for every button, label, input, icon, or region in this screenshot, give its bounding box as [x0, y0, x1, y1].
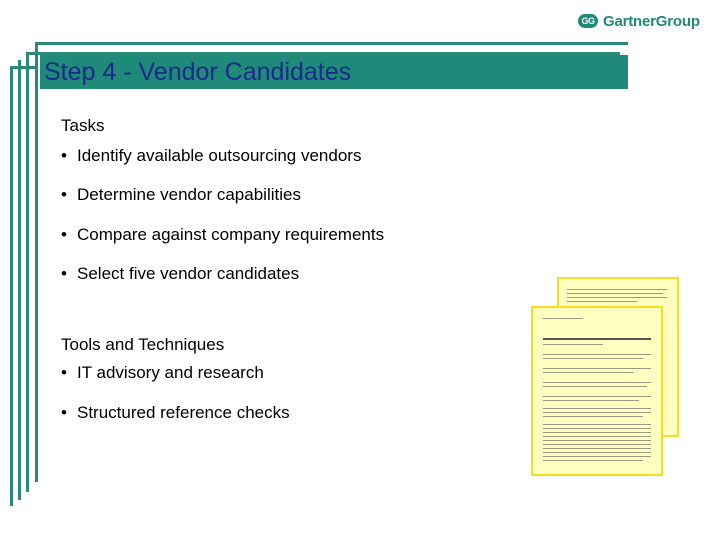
bullet-icon: •	[61, 363, 67, 382]
task-item-text: Identify available outsourcing vendors	[77, 146, 362, 165]
logo-mark-icon: GG	[578, 14, 598, 28]
bullet-icon: •	[61, 185, 67, 204]
task-item-text: Compare against company requirements	[77, 225, 385, 244]
page-title: Step 4 - Vendor Candidates	[44, 58, 352, 86]
tool-item-2	[61, 403, 290, 423]
logo-text: GartnerGroup	[603, 12, 700, 30]
tool-item-text: Structured reference checks	[77, 403, 290, 422]
document-thumbnail-front	[531, 306, 663, 476]
bullet-icon: •	[61, 146, 67, 165]
bullet-icon: •	[61, 225, 67, 244]
tools-heading: Tools and Techniques	[61, 335, 225, 354]
gartner-group-logo	[578, 12, 700, 30]
frame-title-underline	[10, 66, 35, 69]
task-item-text: Determine vendor capabilities	[77, 185, 301, 204]
task-item-2	[61, 185, 301, 205]
frame-left-line-2	[26, 52, 29, 492]
frame-left-line-3	[18, 60, 21, 500]
frame-left-line-4	[10, 66, 13, 506]
bullet-icon: •	[61, 264, 67, 283]
task-item-4	[61, 264, 299, 284]
bullet-icon: •	[61, 403, 67, 422]
frame-top-line-1	[35, 42, 628, 45]
task-item-3	[61, 225, 384, 245]
frame-left-line-1	[35, 42, 38, 482]
tool-item-text: IT advisory and research	[77, 363, 264, 382]
tasks-heading: Tasks	[61, 116, 105, 135]
task-item-text: Select five vendor candidates	[77, 264, 300, 283]
task-item-1	[61, 146, 361, 166]
tool-item-1	[61, 363, 264, 383]
